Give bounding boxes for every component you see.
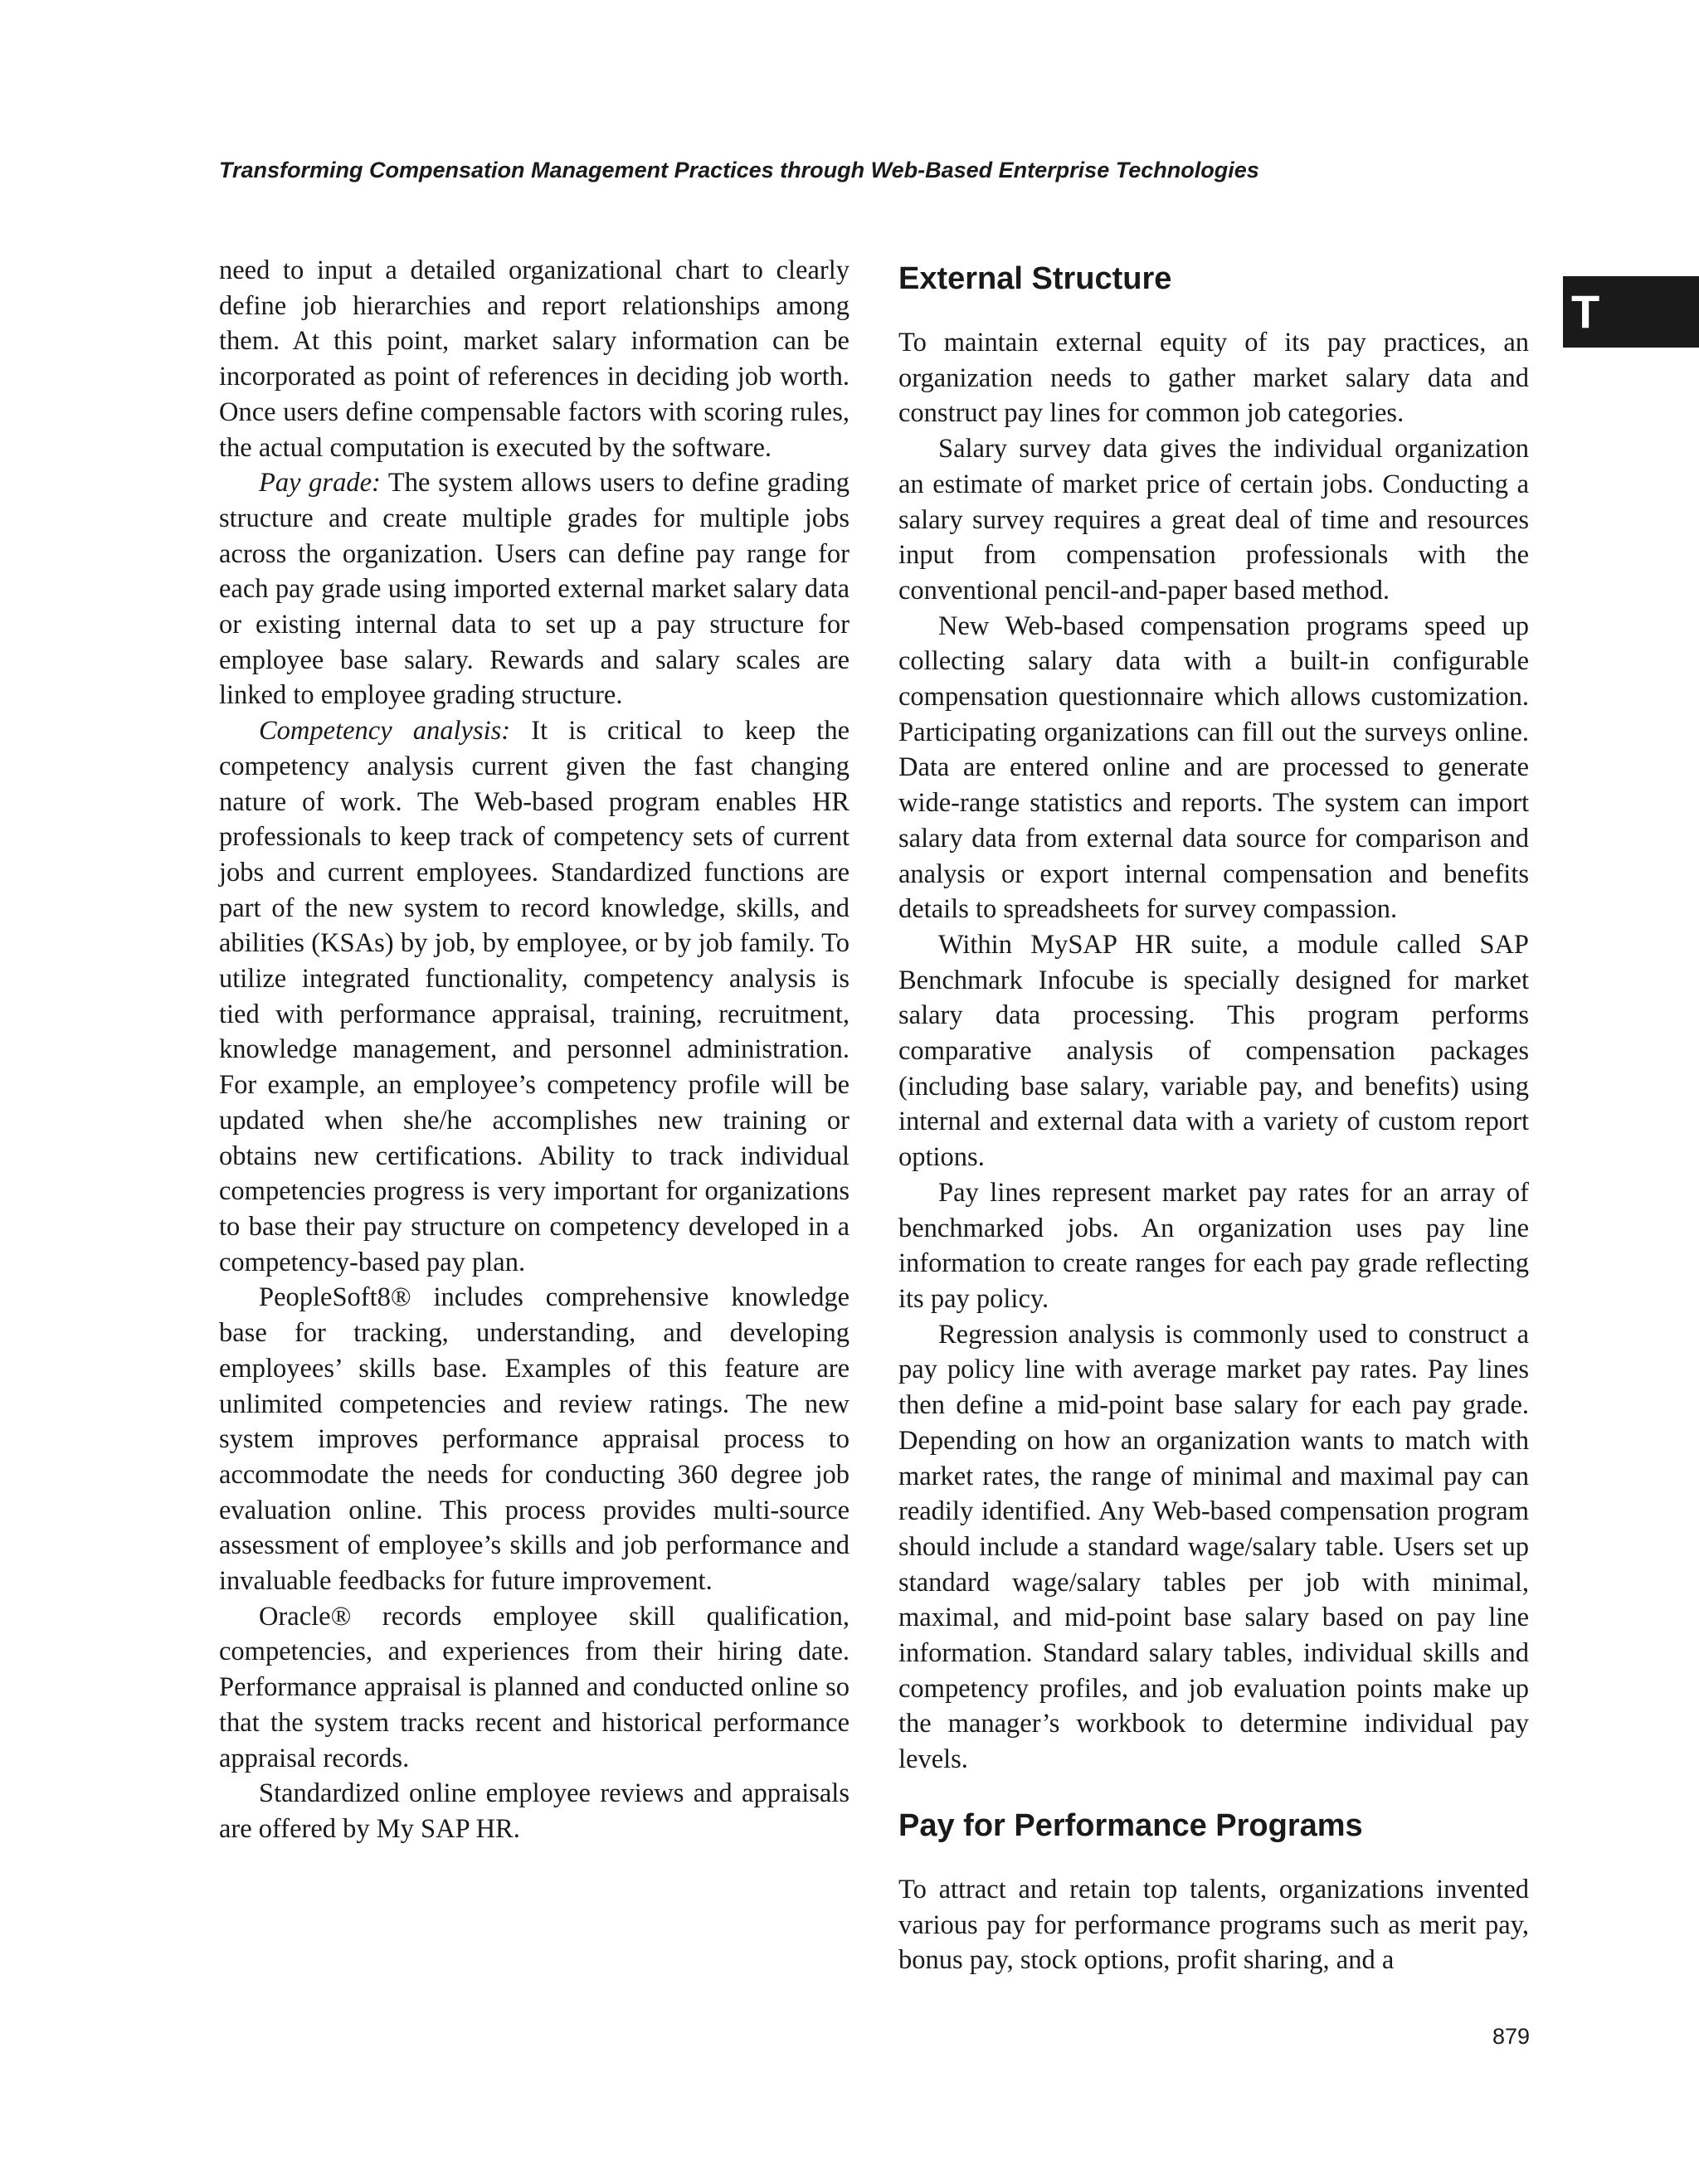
left-paragraph-pay-grade xyxy=(219,465,850,713)
left-paragraph-mysap: Standardized online employee reviews and appraisals are offered by My SAP HR. xyxy=(219,1778,850,1844)
page-number: 879 xyxy=(1492,2024,1530,2049)
left-paragraph-competency-analysis xyxy=(219,713,850,1280)
right-paragraph-1: To maintain external equity of its pay practices, an organization needs to gather market salary data and construct pay lines for common job categories. xyxy=(898,328,1529,429)
right-paragraph-sap-benchmark: Within MySAP HR suite, a module called SAP Benchmark Infocube is specially designed for market salary data processing. This program performs comparative analysis of compensation packages (including base salary, variable pay, and benefits) using internal and external data with a variety of custom report options. xyxy=(898,929,1529,1173)
right-paragraph-pay-for-performance: To attract and retain top talents, organizations invented various pay for performance programs such as merit pay, bonus pay, stock options, profit sharing, and a xyxy=(898,1874,1529,1976)
right-paragraph-web-programs: New Web-based compensation programs speed up collecting salary data with a built-in configurable compensation questionnaire which allows customization. Participating organizations can fill out the surveys online. Data are entered online and are processed to generate wide-range statistics and reports. The system can import salary data from external data source for comparison and analysis or export internal compensation and benefits details to spreadsheets for survey compassion. xyxy=(898,610,1529,925)
left-paragraph-1: need to input a detailed organizational chart to clearly define job hierarchies and report relationships among them. At this point, market salary information can be incorporated as point of references in deciding job worth. Once users define compensable factors with scoring rules, the actual computation is executed by the software. xyxy=(219,255,850,463)
term-pay-grade: Pay grade: xyxy=(259,468,381,499)
competency-analysis-body: It is critical to keep the competency analysis current given the fast changing nature of work. The Web-based program enables HR professionals to keep track of competency sets of current jobs and current employees. Standardized functions are part of the new system to record knowledge, skills, and abilities (KSAs) by job, by employee, or by job family. To utilize integrated functionality, competency analysis is tied with performance appraisal, training, recruitment, knowledge management, and personnel administration. For example, an employee’s competency profile will be updated when she/he accomplishes new training or obtains new certifications. Ability to track individual competencies progress is very important for organizations to base their pay structure on competency developed in a competency-based pay plan. xyxy=(219,716,850,1277)
right-paragraph-salary-survey: Salary survey data gives the individual organization an estimate of market price of certain jobs. Conducting a salary survey requires a great deal of time and resources input from compensation professionals with the conventional pencil-and-paper based method. xyxy=(898,434,1529,606)
pay-grade-body: The system allows users to define grading structure and create multiple grades for multiple jobs across the organization. Users can define pay range for each pay grade using imported external market salary data or existing internal data to set up a pay structure for employee base salary. Rewards and salary scales are linked to employee grading structure. xyxy=(219,468,850,711)
left-paragraph-peoplesoft: PeopleSoft8® includes comprehensive knowledge base for tracking, understanding, and developing employees’ skills base. Examples of this feature are unlimited competencies and review ratings. The new system improves performance appraisal process to accommodate the needs for conducting 360 degree job evaluation online. This process provides multi-source assessment of employee’s skills and job performance and invaluable feedbacks for future improvement. xyxy=(219,1282,850,1597)
heading-external-structure: External Structure xyxy=(898,261,1172,296)
right-column xyxy=(898,255,1529,1978)
term-competency-analysis: Competency analysis: xyxy=(259,716,511,747)
right-paragraph-regression: Regression analysis is commonly used to construct a pay policy line with average market pay rates. Pay lines then define a mid-point base salary for each pay grade. Depending on how an organization wants to match with market rates, the range of minimal and maximal pay can readily identified. Any Web-based compensation program should include a standard wage/salary table. Users set up standard wage/salary tables per job with minimal, maximal, and mid-point base salary based on pay line information. Standard salary tables, individual skills and competency profiles, and job evaluation points make up the manager’s workbook to determine individual pay levels. xyxy=(898,1319,1529,1775)
left-paragraph-oracle: Oracle® records employee skill qualification, competencies, and experiences from their hiring date. Performance appraisal is planned and conducted online so that the system tracks recent and historical performance appraisal records. xyxy=(219,1601,850,1773)
left-column xyxy=(219,253,850,1847)
running-head: Transforming Compensation Management Practices through Web-Based Enterprise Technologies xyxy=(219,158,1259,182)
right-paragraph-pay-lines: Pay lines represent market pay rates for an array of benchmarked jobs. An organization uses pay line information to create ranges for each pay grade reflecting its pay policy. xyxy=(898,1177,1529,1314)
heading-pay-for-performance: Pay for Performance Programs xyxy=(898,1807,1363,1843)
section-thumb-tab: T xyxy=(1563,276,1699,348)
